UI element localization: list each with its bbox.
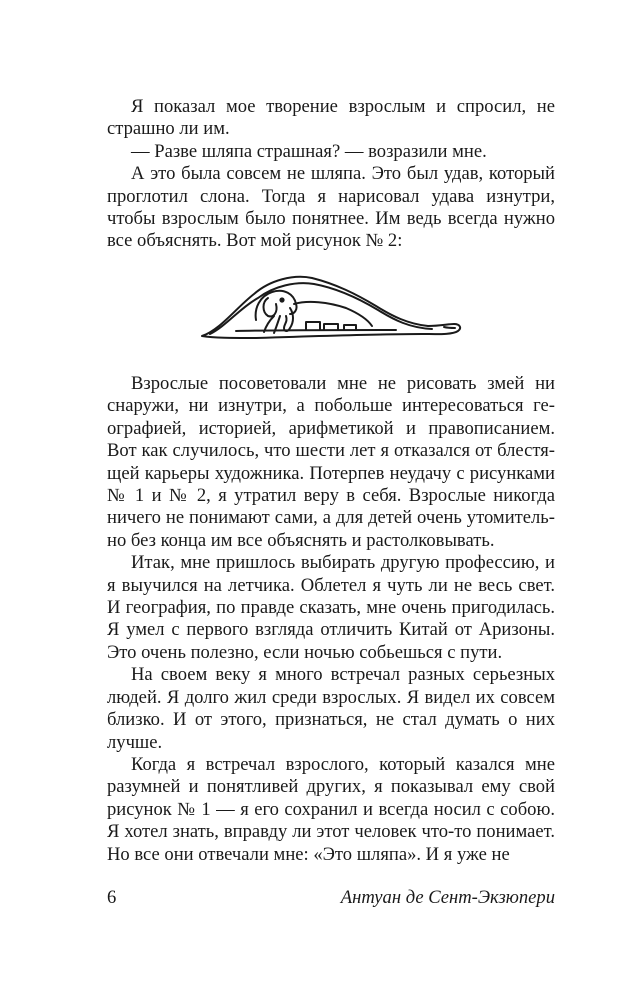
- paragraph: Когда я встречал взрослого, который казался мне разумней и понятливей других, я показывал ему свой рисунок № 1 — я его сохранил и всегда носил с собою. Я хотел знать, вправду ли этот человек что-то понимает. Но все они отвечали мне: «Это шляпа». И я уже не: [107, 753, 555, 865]
- boa-elephant-icon: [196, 268, 466, 348]
- paragraph: Итак, мне пришлось выбирать другую профессию, и я выучился на летчика. Облетел я чуть ли не весь свет. И география, по правде сказать, мне очень пригодилась. Я умел с первого взгляда отличить Китай от Аризоны. Это очень полезно, если ночью собьешься с пути.: [107, 552, 555, 663]
- paragraph: Взрослые посоветовали мне не рисовать змей ни снаружи, ни изнутри, а побольше интересоваться географией, историей, арифметикой и правописанием. Вот как случилось, что шести лет я отказался от блестящей карьеры художника. Потерпев неудачу с рисунками № 1 и № 2, я утратил веру в себя. Взрослые никогда ничего не понимают сами, а для детей очень утомительно без конца им все объяснять и растолковывать.: [107, 373, 555, 551]
- paragraph: На своем веку я много встречал разных серьезных людей. Я долго жил среди взрослых. Я видел их совсем близко. И от этого, признаться, не стал думать о них лучше.: [107, 664, 555, 753]
- text-block-top: [107, 96, 555, 253]
- text-block-bottom: [107, 373, 555, 866]
- paragraph: — Разве шляпа страшная? — возразили мне.: [131, 140, 487, 162]
- drawing-number-2: [196, 268, 466, 348]
- paragraph: Я показал мое творение взрослым и спросил, не страшно ли им.: [107, 96, 555, 140]
- page-number: 6: [107, 887, 117, 908]
- page-footer: [107, 887, 555, 913]
- running-author: Антуан де Сент-Экзюпери: [340, 887, 555, 908]
- paragraph: А это была совсем не шляпа. Это был удав, который проглотил слона. Тогда я нарисовал удава изнутри, чтобы взрослым было понятнее. Им ведь всегда нужно все объяснять. Вот мой рисунок № 2:: [107, 163, 555, 252]
